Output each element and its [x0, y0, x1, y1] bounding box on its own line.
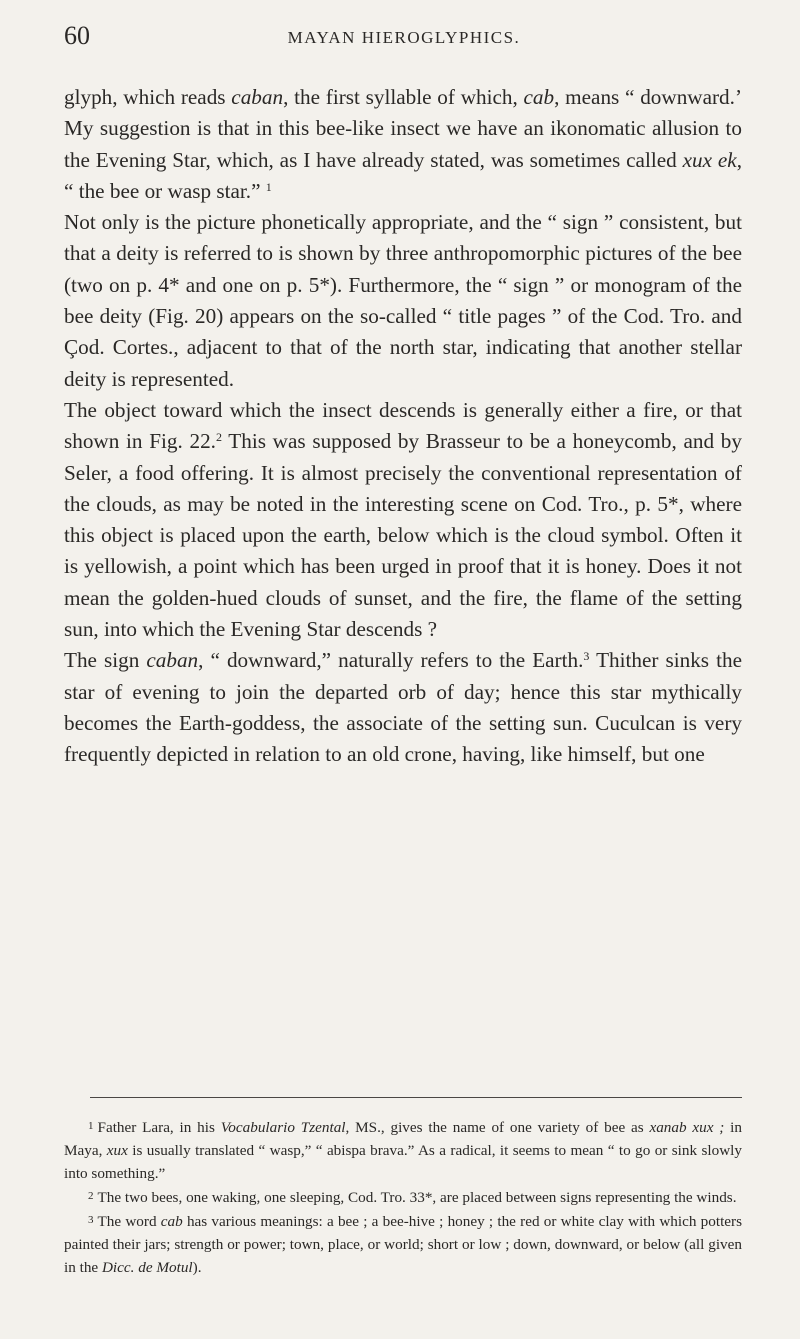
footnotes: [64, 1115, 742, 1279]
footnote-3: 3 The word cab has various meanings: a bee ; a bee-hive ; honey ; the red or white clay with which potters painted their jars; strength or power; town, place, or world; short or low ; down, downward, or below (all given in the Dicc. de Motul).: [64, 1213, 742, 1276]
footnote-ref-1: 1: [265, 179, 272, 194]
page-number: 60: [64, 21, 90, 50]
paragraph-3: The object toward which the insect descends is generally either a fire, or that shown in Fig. 22.$^2$ This was supposed by Brasseur to be a honeycomb, and by Seler, a food offering. It is almost precisely the conventional representation of the clouds, as may be noted in the interesting scene on Cod. Tro., p. 5*, where this object is placed upon the earth, below which is the cloud symbol. Often it is yellowish, a point which has been urged in proof that it is honey. Does it not mean the golden-hued clouds of sunset, and the fire, the flame of the setting sun, into which the Evening Star descends ?: [64, 397, 742, 642]
paragraph-4: The sign caban, “ downward,” naturally refers to the Earth.$^3$ Thither sinks the star of evening to join the departed orb of day; hence this star mythically becomes the Earth-goddess, the associate of the setting sun. Cuculcan is very frequently depicted in relation to an old crone, having, like himself, but one: [64, 648, 742, 767]
footnote-ref-2: 2: [215, 430, 222, 445]
paragraph-2: Not only is the picture phonetically appropriate, and the “ sign ” consistent, but that a deity is referred to is shown by three anthropomorphic pictures of the bee (two on p. 4* and one on p. 5*). Furthermore, the “ sign ” or monogram of the bee deity (Fig. 20) appears on the so-called “ title pages ” of the Cod. Tro. and Çod. Cortes., adjacent to that of the north star, indicating that another stellar deity is represented.: [64, 210, 742, 391]
body-text: [64, 82, 742, 771]
book-title: Vocabulario Tzental: [220, 1119, 346, 1136]
running-head: MAYAN HIEROGLYPHICS.: [287, 28, 521, 47]
footnote-ref-3: 3: [583, 649, 590, 664]
maya-term: xanab xux ;: [649, 1119, 725, 1136]
footnote-2: 2 The two bees, one waking, one sleeping, Cod. Tro. 33*, are placed between signs representing the winds.: [88, 1189, 737, 1206]
maya-term: cab: [523, 85, 555, 109]
book-title: Dicc. de Motul: [101, 1259, 193, 1276]
maya-term: xux: [106, 1142, 128, 1159]
maya-term: caban: [146, 648, 199, 673]
footnote-rule: [90, 1097, 742, 1098]
paragraph-1: glyph, which reads caban, the first syllable of which, cab, means “ downward.’ My suggestion is that in this bee-like insect we have an ikonomatic allusion to the Evening Star, which, as I have already stated, was sometimes called xux ek, “ the bee or wasp star.” $^1$: [64, 85, 742, 203]
footnote-1: 1 Father Lara, in his Vocabulario Tzental, MS., gives the name of one variety of bee as xanab xux ; in Maya, xux is usually translated “ wasp,” “ abispa brava.” As a radical, it seems to mean “ to go or sink slowly into something.”: [64, 1119, 742, 1182]
maya-term: caban: [231, 85, 284, 109]
maya-term: cab: [160, 1213, 183, 1230]
maya-term: xux ek: [682, 147, 737, 172]
page-header: [64, 16, 744, 56]
